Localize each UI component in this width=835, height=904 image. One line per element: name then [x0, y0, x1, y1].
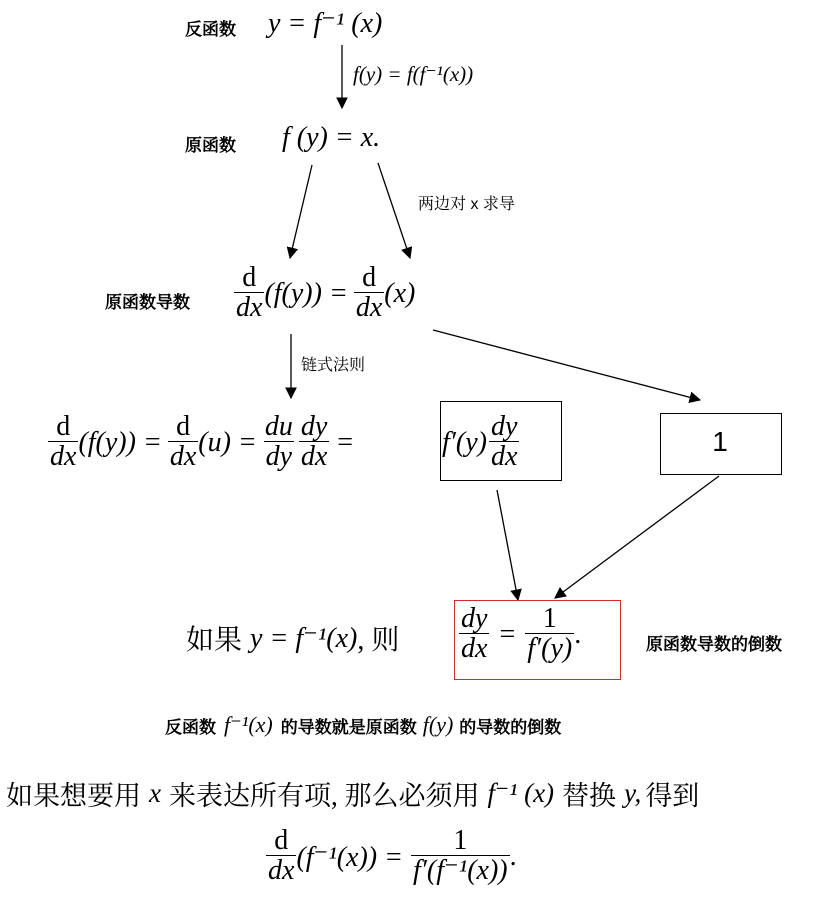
chain-rule-note: 链式法则: [301, 357, 366, 374]
arrow-right-derivative: [378, 163, 410, 258]
composition-equation: f(y) = f(f⁻¹(x)): [353, 62, 474, 86]
inverse-function-label: 反函数: [185, 20, 236, 39]
original-derivative-label: 原函数导数: [105, 293, 190, 312]
final-equation: $\frac{d}{dx}$ (f⁻¹(x)) = $\frac{1}{\text{f′(f⁻¹(x))}}$ .: [268, 825, 517, 887]
final-explanation: 如果想要用 x 来表达所有项, 那么必须用 f⁻¹ (x) 替换 y, 得到: [6, 778, 700, 811]
inverse-function-equation: y = f⁻¹ (x): [268, 8, 383, 39]
one-box-value: 1: [712, 426, 728, 457]
both-sides-derivative-note: 两边对 x 求导: [418, 196, 515, 213]
arrow-to-box-one: [433, 330, 700, 400]
result-condition: 如果 y = f⁻¹(x) , 则: [186, 623, 400, 656]
result-equation: $\frac{dy}{dx}$ = $\frac{1}{f'(y)}$ .: [461, 603, 582, 665]
arrow-left-derivative: [290, 165, 312, 258]
original-derivative-equation: $\frac{d}{dx}$ (f(y)) = $\frac{d}{dx}$ (x): [236, 262, 416, 324]
summary-line: 反函数 f⁻¹(x) 的导数就是原函数 f(y) 的导数的倒数: [165, 712, 562, 737]
d-dx-fraction-right: $\frac{d}{dx}$: [355, 262, 383, 324]
original-function-label: 原函数: [185, 136, 236, 155]
reciprocal-note: 原函数导数的倒数: [646, 635, 782, 654]
arrow-one-to-result: [555, 476, 719, 598]
d-dx-fraction: $\frac{d}{dx}$: [236, 262, 263, 324]
chain-rule-equation: $\frac{d}{dx}$ (f(y)) = $\frac{d}{dx}$ (u) = $\frac{du}{dy}$ $\frac{dy}{dx}$ =: [50, 411, 354, 473]
arrow-fprime-to-result: [497, 490, 518, 600]
fprime-times-dydx: f′(y) $\frac{dy}{dx}$: [442, 411, 518, 473]
original-function-equation: f (y) = x.: [282, 122, 381, 153]
